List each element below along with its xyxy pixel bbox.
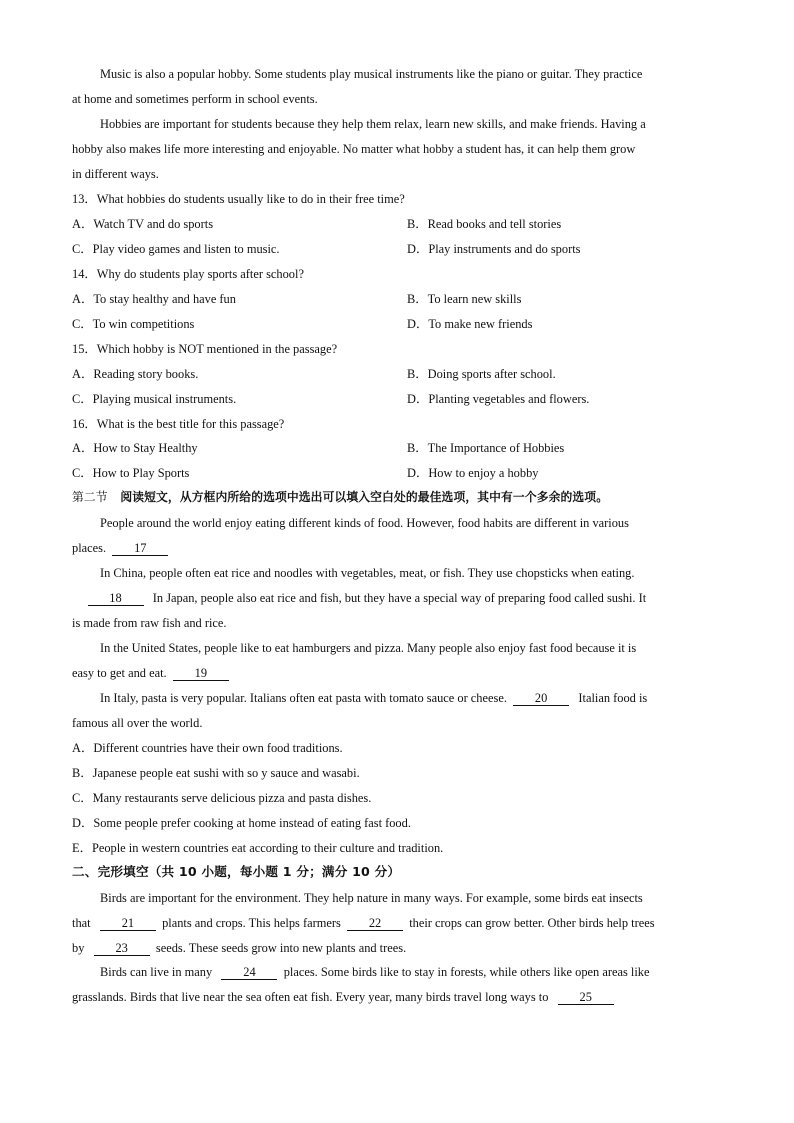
blank-18[interactable]: 18 <box>88 591 144 606</box>
food-paragraph-2-line-2 <box>72 590 722 606</box>
blank-19[interactable]: 19 <box>173 666 229 681</box>
section-2-option-a[interactable]: A．Different countries have their own food traditions. <box>72 741 343 755</box>
question-16-option-c[interactable]: C．How to Play Sports <box>72 466 190 480</box>
paragraph-hobbies-line-2: hobby also makes life more interesting and enjoyable. No matter what hobby a student has, it can help them grow <box>72 142 636 156</box>
question-13-option-b[interactable]: B．Read books and tell stories <box>407 217 562 231</box>
question-14-stem: 14．Why do students play sports after school? <box>72 267 304 281</box>
cloze-line-5-text-a: grasslands. Birds that live near the sea often eat fish. Every year, many birds travel long ways to <box>72 990 549 1004</box>
blank-20[interactable]: 20 <box>513 691 569 706</box>
cloze-line-5 <box>72 989 722 1005</box>
food-paragraph-4-line-1 <box>100 690 750 706</box>
section-2-label: 第二节 <box>72 490 108 504</box>
question-15-option-b[interactable]: B．Doing sports after school. <box>407 367 556 381</box>
food-paragraph-1-text: places. <box>72 541 107 555</box>
cloze-line-4-text-a: Birds can live in many <box>100 965 213 979</box>
food-paragraph-3-line-1: In the United States, people like to eat hamburgers and pizza. Many people also enjoy fast food because it is <box>100 641 637 655</box>
food-paragraph-2-text: In Japan, people also eat rice and fish, but they have a special way of preparing food called sushi. It <box>152 591 647 605</box>
section-2-option-c[interactable]: C．Many restaurants serve delicious pizza and pasta dishes. <box>72 791 372 805</box>
cloze-line-1: Birds are important for the environment. They help nature in many ways. For example, some birds eat insects <box>100 891 643 905</box>
question-16-option-d[interactable]: D．How to enjoy a hobby <box>407 466 539 480</box>
cloze-line-2-text-a: that <box>72 916 91 930</box>
cloze-line-3-text-a: by <box>72 941 85 955</box>
section-2-option-e[interactable]: E．People in western countries eat according to their culture and tradition. <box>72 841 444 855</box>
question-16-option-b[interactable]: B．The Importance of Hobbies <box>407 441 565 455</box>
paragraph-hobbies-line-3: in different ways. <box>72 167 159 181</box>
question-14-option-c[interactable]: C．To win competitions <box>72 317 195 331</box>
question-13-option-c[interactable]: C．Play video games and listen to music. <box>72 242 280 256</box>
cloze-line-2-text-c: their crops can grow better. Other birds help trees <box>409 916 655 930</box>
blank-22[interactable]: 22 <box>347 916 403 931</box>
food-paragraph-4-text-end: Italian food is <box>578 691 648 705</box>
food-paragraph-2-line-1: In China, people often eat rice and noodles with vegetables, meat, or fish. They use chopsticks when eating. <box>100 566 635 580</box>
section-2-option-b[interactable]: B．Japanese people eat sushi with so y sauce and wasabi. <box>72 766 360 780</box>
blank-24[interactable]: 24 <box>221 965 277 980</box>
paragraph-music-line-2: at home and sometimes perform in school events. <box>72 92 318 106</box>
section-2-instruction: 阅读短文，从方框内所给的选项中选出可以填入空白处的最佳选项，其中有一个多余的选项。 <box>120 490 609 504</box>
question-13-option-a[interactable]: A．Watch TV and do sports <box>72 217 214 231</box>
question-15-option-d[interactable]: D．Planting vegetables and flowers. <box>407 392 590 406</box>
food-paragraph-4-line-2: famous all over the world. <box>72 716 203 730</box>
question-15-option-a[interactable]: A．Reading story books. <box>72 367 199 381</box>
section-2-option-d[interactable]: D．Some people prefer cooking at home instead of eating fast food. <box>72 816 411 830</box>
paragraph-music-line-1: Music is also a popular hobby. Some students play musical instruments like the piano or guitar. They practice <box>100 67 643 81</box>
paragraph-hobbies-line-1: Hobbies are important for students because they help them relax, learn new skills, and make friends. Having a <box>100 117 646 131</box>
food-paragraph-4-text: In Italy, pasta is very popular. Italians often eat pasta with tomato sauce or cheese. <box>100 691 507 705</box>
food-paragraph-1-line-1: People around the world enjoy eating different kinds of food. However, food habits are different in various <box>100 516 629 530</box>
blank-17[interactable]: 17 <box>112 541 168 556</box>
food-paragraph-3-text: easy to get and eat. <box>72 666 167 680</box>
blank-23[interactable]: 23 <box>94 941 150 956</box>
section-2-heading <box>72 489 722 505</box>
cloze-line-4 <box>100 964 750 980</box>
question-13-option-d[interactable]: D．Play instruments and do sports <box>407 242 581 256</box>
cloze-line-2 <box>72 915 722 931</box>
question-13-stem: 13．What hobbies do students usually like to do in their free time? <box>72 192 405 206</box>
cloze-line-2-text-b: plants and crops. This helps farmers <box>162 916 341 930</box>
cloze-line-3 <box>72 940 722 956</box>
question-16-stem: 16．What is the best title for this passage? <box>72 417 285 431</box>
blank-21[interactable]: 21 <box>100 916 156 931</box>
cloze-heading: 二、完形填空（共 10 小题，每小题 1 分；满分 10 分） <box>72 864 401 879</box>
question-15-option-c[interactable]: C．Playing musical instruments. <box>72 392 237 406</box>
food-paragraph-3-line-2 <box>72 665 722 681</box>
question-14-option-d[interactable]: D．To make new friends <box>407 317 533 331</box>
question-14-option-a[interactable]: A．To stay healthy and have fun <box>72 292 236 306</box>
food-paragraph-2-line-3: is made from raw fish and rice. <box>72 616 227 630</box>
cloze-line-3-text-b: seeds. These seeds grow into new plants and trees. <box>155 941 407 955</box>
blank-25[interactable]: 25 <box>558 990 614 1005</box>
question-14-option-b[interactable]: B．To learn new skills <box>407 292 522 306</box>
question-16-option-a[interactable]: A．How to Stay Healthy <box>72 441 198 455</box>
cloze-line-4-text-b: places. Some birds like to stay in forests, while others like open areas like <box>283 965 650 979</box>
question-15-stem: 15．Which hobby is NOT mentioned in the passage? <box>72 342 338 356</box>
food-paragraph-1-line-2 <box>72 540 722 556</box>
